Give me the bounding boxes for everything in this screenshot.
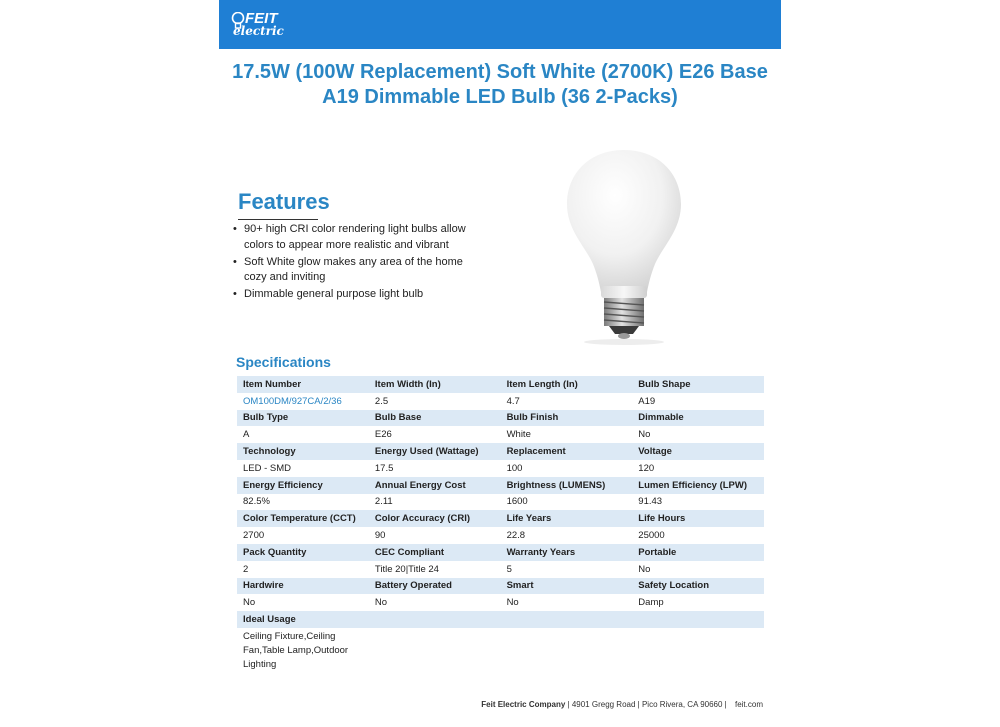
spec-value-empty: [501, 628, 633, 672]
spec-label: Bulb Base: [369, 410, 501, 427]
spec-value: A19: [632, 393, 764, 410]
spec-label-row: [237, 578, 764, 595]
spec-label-empty: [369, 611, 501, 628]
features-underline: [238, 219, 318, 220]
spec-label: Safety Location: [632, 578, 764, 595]
spec-label: Pack Quantity: [237, 544, 369, 561]
spec-value: No: [237, 594, 369, 611]
spec-value: No: [501, 594, 633, 611]
spec-label: Annual Energy Cost: [369, 477, 501, 494]
spec-label: Life Hours: [632, 510, 764, 527]
features-heading: Features: [238, 189, 330, 214]
spec-label-row: [237, 544, 764, 561]
spec-value: 25000: [632, 527, 764, 544]
feit-electric-logo: [231, 10, 297, 40]
spec-label: Dimmable: [632, 410, 764, 427]
spec-value: 17.5: [369, 460, 501, 477]
spec-value-row: [237, 628, 764, 672]
spec-label-row: [237, 510, 764, 527]
spec-value: 2700: [237, 527, 369, 544]
spec-label: Portable: [632, 544, 764, 561]
product-title: [219, 60, 781, 110]
spec-value-row: [237, 460, 764, 477]
spec-value: E26: [369, 426, 501, 443]
spec-value: A: [237, 426, 369, 443]
spec-label: CEC Compliant: [369, 544, 501, 561]
spec-label: Energy Used (Wattage): [369, 443, 501, 460]
spec-label: Brightness (LUMENS): [501, 477, 633, 494]
spec-value: No: [632, 561, 764, 578]
product-title-line2: A19 Dimmable LED Bulb (36 2-Packs): [322, 86, 678, 108]
logo-feit-text: FEIT: [245, 10, 278, 27]
spec-label: Ideal Usage: [237, 611, 369, 628]
spec-label: Item Number: [237, 376, 369, 393]
spec-label-empty: [501, 611, 633, 628]
spec-label: Replacement: [501, 443, 633, 460]
footer-address: | 4901 Gregg Road | Pico Rivera, CA 90660 |: [567, 700, 727, 709]
feature-item: • 90+ high CRI color rendering light bulbs allow colors to appear more realistic and vibrant: [233, 222, 483, 253]
spec-value-empty: [369, 628, 501, 672]
spec-label-row: [237, 477, 764, 494]
led-bulb-image: [559, 146, 689, 346]
spec-label: Color Temperature (CCT): [237, 510, 369, 527]
spec-label: Warranty Years: [501, 544, 633, 561]
spec-label: Item Length (In): [501, 376, 633, 393]
spec-value: Title 20|Title 24: [369, 561, 501, 578]
spec-value: 82.5%: [237, 494, 369, 511]
spec-value: 2.5: [369, 393, 501, 410]
spec-label: Lumen Efficiency (LPW): [632, 477, 764, 494]
specifications-table: [237, 376, 764, 672]
spec-sheet: [219, 0, 781, 727]
spec-value: 4.7: [501, 393, 633, 410]
spec-value: 2.11: [369, 494, 501, 511]
logo-electric-text: electric: [233, 24, 284, 38]
spec-value-row: [237, 594, 764, 611]
spec-value: 2: [237, 561, 369, 578]
spec-value: 100: [501, 460, 633, 477]
spec-label: Item Width (In): [369, 376, 501, 393]
spec-value: Damp: [632, 594, 764, 611]
footer: [481, 700, 763, 709]
spec-value-row: [237, 393, 764, 410]
spec-label-empty: [632, 611, 764, 628]
item-number-link[interactable]: OM100DM/927CA/2/36: [237, 393, 369, 410]
spec-value: 5: [501, 561, 633, 578]
ideal-usage-value: Ceiling Fixture,Ceiling Fan,Table Lamp,Outdoor Lighting: [237, 628, 369, 672]
footer-website-link[interactable]: feit.com: [734, 700, 763, 709]
spec-value: LED - SMD: [237, 460, 369, 477]
spec-label: Technology: [237, 443, 369, 460]
spec-label: Voltage: [632, 443, 764, 460]
spec-label: Color Accuracy (CRI): [369, 510, 501, 527]
spec-label: Energy Efficiency: [237, 477, 369, 494]
spec-label: Bulb Type: [237, 410, 369, 427]
header-bar: [219, 0, 781, 49]
spec-label: Battery Operated: [369, 578, 501, 595]
spec-label: Bulb Shape: [632, 376, 764, 393]
spec-label: Bulb Finish: [501, 410, 633, 427]
spec-label: Smart: [501, 578, 633, 595]
spec-value: No: [369, 594, 501, 611]
features-list: [233, 222, 483, 304]
product-title-line1: 17.5W (100W Replacement) Soft White (2700K) E26 Base: [232, 61, 768, 83]
spec-value: 90: [369, 527, 501, 544]
specifications-heading: Specifications: [236, 354, 331, 370]
spec-value: No: [632, 426, 764, 443]
spec-value-row: [237, 494, 764, 511]
footer-company: Feit Electric Company: [481, 700, 566, 709]
spec-value: White: [501, 426, 633, 443]
spec-label-row: [237, 443, 764, 460]
spec-label-row: [237, 410, 764, 427]
feature-item: • Soft White glow makes any area of the home cozy and inviting: [233, 255, 483, 286]
spec-value-empty: [632, 628, 764, 672]
spec-label-row: [237, 376, 764, 393]
spec-value: 1600: [501, 494, 633, 511]
spec-label: Hardwire: [237, 578, 369, 595]
feature-item: • Dimmable general purpose light bulb: [233, 287, 483, 303]
spec-value-row: [237, 527, 764, 544]
spec-label: Life Years: [501, 510, 633, 527]
spec-value: 91.43: [632, 494, 764, 511]
spec-value: 120: [632, 460, 764, 477]
spec-value-row: [237, 426, 764, 443]
spec-value-row: [237, 561, 764, 578]
spec-value: 22.8: [501, 527, 633, 544]
spec-label-row: [237, 611, 764, 628]
